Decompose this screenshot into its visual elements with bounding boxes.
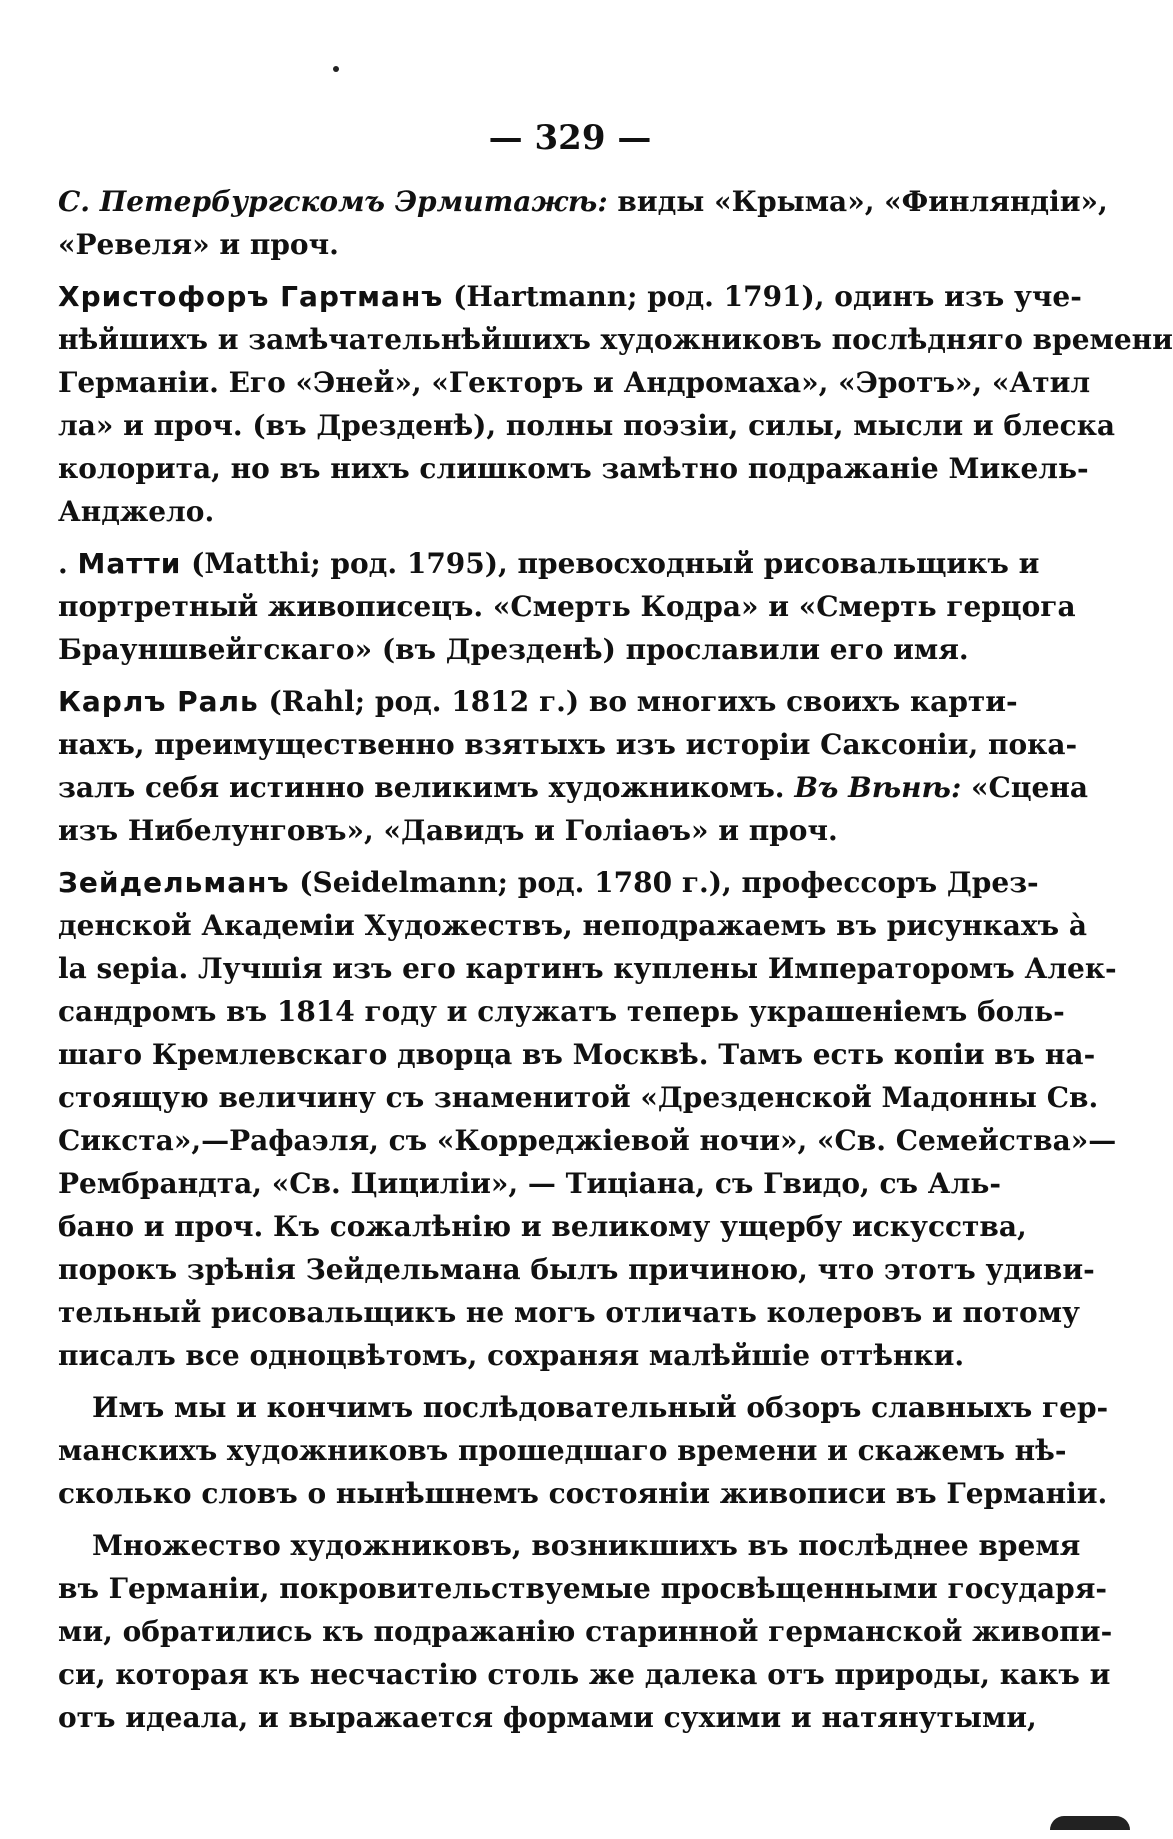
text-span: la sepia. Лучшія изъ его картинъ куплены Императоромъ Алек- — [58, 952, 1117, 985]
text-line — [58, 1610, 1113, 1653]
text-line — [58, 1334, 982, 1377]
body-text — [58, 180, 1173, 1739]
text-line — [58, 1248, 1095, 1291]
text-span: ла» и проч. (въ Дрезденѣ), полны поэзіи, силы, мысли и блеска — [58, 409, 1116, 442]
text-span: денской Академіи Художествъ, неподражаемъ въ рисункахъ à — [58, 909, 1088, 942]
artist-name: Матти — [77, 547, 182, 580]
text-span: (Seidelmann; род. 1780 г.), профессоръ Дрез- — [289, 866, 1039, 899]
text-line — [58, 447, 1089, 490]
text-line — [58, 1472, 1108, 1515]
corner-smudge — [1050, 1816, 1130, 1830]
text-span: стоящую величину съ знаменитой «Дрезденской Мадонны Св. — [58, 1081, 1099, 1114]
text-span: (Matthi; род. 1795), превосходный рисовальщикъ и — [181, 547, 1040, 580]
text-span: (Rahl; род. 1812 г.) во многихъ своихъ карти- — [258, 685, 1018, 718]
text-span: си, которая къ несчастію столь же далека отъ природы, какъ и — [58, 1658, 1111, 1691]
text-line — [58, 1033, 1096, 1076]
text-line — [58, 1429, 1067, 1472]
text-span: . — [58, 547, 78, 580]
text-span: изъ Нибелунговъ», «Давидъ и Голіаѳъ» и проч. — [58, 814, 838, 847]
text-line — [58, 180, 1108, 223]
text-line — [58, 490, 982, 533]
text-span: шаго Кремлевскаго дворца въ Москвѣ. Тамъ есть копіи въ на- — [58, 1038, 1096, 1071]
text-line — [58, 1524, 1081, 1567]
text-span: «Сцена — [961, 771, 1088, 804]
artist-name: Христофоръ Гартманъ — [58, 280, 444, 313]
text-line — [58, 404, 1116, 447]
text-line — [58, 1567, 1108, 1610]
text-line — [58, 947, 1117, 990]
text-line — [58, 904, 1088, 947]
text-span: тельный рисовальщикъ не могъ отличать колеровъ и потому — [58, 1296, 1080, 1329]
text-span: сандромъ въ 1814 году и служатъ теперь украшеніемъ боль- — [58, 995, 1065, 1028]
text-span: колорита, но въ нихъ слишкомъ замѣтно подражаніе Микель- — [58, 452, 1089, 485]
text-line — [58, 723, 1078, 766]
text-span: нахъ, преимущественно взятыхъ изъ исторіи Саксоніи, пока- — [58, 728, 1078, 761]
text-line — [58, 275, 1082, 318]
text-line — [58, 1076, 1099, 1119]
text-span: порокъ зрѣнія Зейдельмана былъ причиною, что этотъ удиви- — [58, 1253, 1095, 1286]
text-line — [58, 1162, 1001, 1205]
text-span: манскихъ художниковъ прошедшаго времени и скажемъ нѣ- — [58, 1434, 1067, 1467]
text-line — [58, 628, 982, 671]
text-line — [58, 1696, 1037, 1739]
text-line — [58, 1119, 1117, 1162]
text-line — [58, 361, 1091, 404]
text-span: Брауншвейгскаго» (въ Дрезденѣ) прославили его имя. — [58, 633, 969, 666]
text-span: бано и проч. Къ сожалѣнію и великому ущербу искусства, — [58, 1210, 1027, 1243]
text-line — [58, 223, 982, 266]
text-line — [58, 585, 1076, 628]
text-span: Рембрандта, «Св. Цициліи», — Тиціана, съ Гвидо, съ Аль- — [58, 1167, 1001, 1200]
text-line — [58, 1205, 1027, 1248]
text-span: отъ идеала, и выражается формами сухими и натянутыми, — [58, 1701, 1037, 1734]
stray-mark — [333, 66, 339, 72]
text-span: (Hartmann; род. 1791), одинъ изъ уче- — [443, 280, 1082, 313]
text-line — [58, 318, 1173, 361]
text-span: виды «Крыма», «Финляндіи», — [607, 185, 1108, 218]
text-span: залъ себя истинно великимъ художникомъ. — [58, 771, 795, 804]
text-span: Германіи. Его «Эней», «Гекторъ и Андромаха», «Эротъ», «Атил — [58, 366, 1091, 399]
text-line — [58, 1291, 1080, 1334]
text-span: Сикста»,—Рафаэля, съ «Корреджіевой ночи», «Св. Семейства»— — [58, 1124, 1117, 1157]
page-number: — 329 — — [488, 118, 652, 158]
text-span: Множество художниковъ, возникшихъ въ послѣднее время — [92, 1529, 1081, 1562]
italic-text: С. Петербургскомъ Эрмитажѣ: — [58, 185, 608, 218]
text-span: писалъ все одноцвѣтомъ, сохраняя малѣйшіе оттѣнки. — [58, 1339, 965, 1372]
text-span: ми, обратились къ подражанію старинной германской живопи- — [58, 1615, 1113, 1648]
artist-name: Зейдельманъ — [58, 866, 290, 899]
text-span: Имъ мы и кончимъ послѣдовательный обзоръ славныхъ гер- — [92, 1391, 1109, 1424]
text-line — [58, 990, 1065, 1033]
text-span: портретный живописецъ. «Смерть Кодра» и «Смерть герцога — [58, 590, 1076, 623]
text-line — [58, 809, 982, 852]
text-line — [58, 766, 1088, 809]
text-span: «Ревеля» и проч. — [58, 228, 339, 261]
artist-name: Карлъ Раль — [58, 685, 259, 718]
text-span: въ Германіи, покровительствуемые просвѣщенными государя- — [58, 1572, 1108, 1605]
text-line — [58, 680, 1018, 723]
text-span: Анджело. — [58, 495, 215, 528]
text-line — [58, 861, 1039, 904]
text-span: нѣйшихъ и замѣчательнѣйшихъ художниковъ послѣдняго времени — [58, 323, 1173, 356]
text-line — [58, 1653, 1111, 1696]
italic-text: Въ Вѣнѣ: — [794, 771, 962, 804]
text-line — [58, 1386, 1109, 1429]
text-line — [58, 542, 1040, 585]
text-span: сколько словъ о нынѣшнемъ состояніи живописи въ Германіи. — [58, 1477, 1108, 1510]
